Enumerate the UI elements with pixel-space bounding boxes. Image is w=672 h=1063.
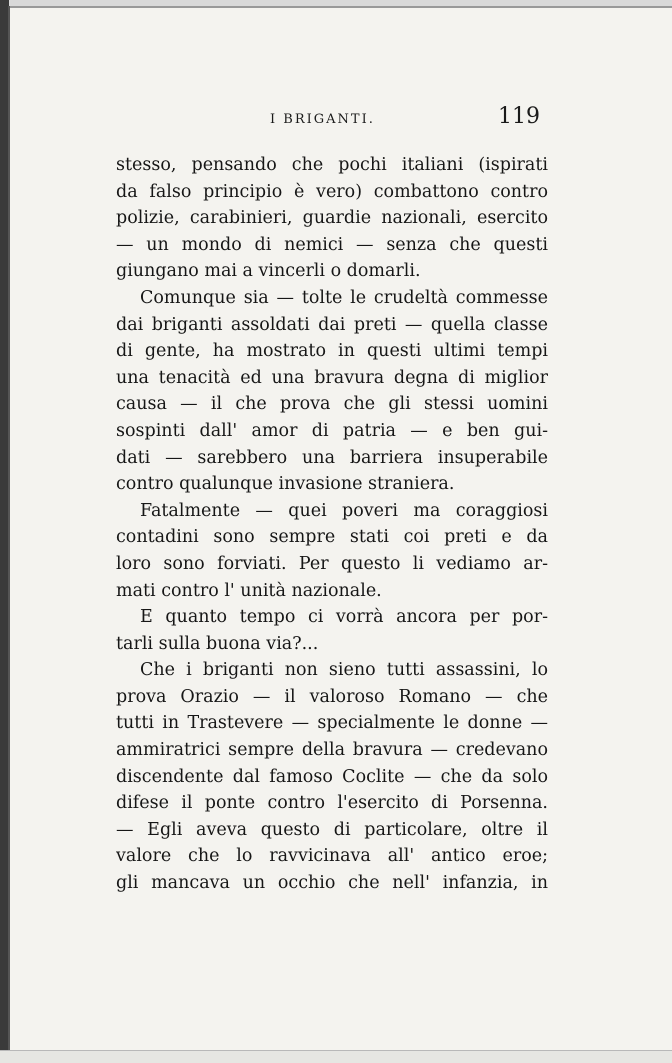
text-line: tutti in Trastevere — specialmente le donne — <box>116 713 548 734</box>
running-title: I BRIGANTI. <box>270 112 375 127</box>
text-line: di gente, ha mostrato in questi ultimi tempi <box>116 341 548 362</box>
text-line: prova Orazio — il valoroso Romano — che <box>116 686 548 707</box>
book-page <box>8 6 672 1062</box>
text-line: difese il ponte contro l'esercito di Porsenna. <box>116 793 548 814</box>
text-line: giungano mai a vincerli o domarli. <box>116 261 421 282</box>
page-header <box>8 104 672 134</box>
text-line: da falso principio è vero) combattono contro <box>116 181 548 202</box>
text-line: gli mancava un occhio che nell' infanzia, in <box>116 873 548 894</box>
text-line: Fatalmente — quei poveri ma coraggiosi <box>140 500 548 521</box>
text-line: valore che lo ravvicinava all' antico eroe; <box>116 846 548 867</box>
text-line: contadini sono sempre stati coi preti e da <box>116 527 548 548</box>
text-line: ammiratrici sempre della bravura — credevano <box>116 740 548 761</box>
text-line: sospinti dall' amor di patria — e ben gui- <box>116 420 548 441</box>
page-number: 119 <box>498 104 540 129</box>
text-line: una tenacità ed una bravura degna di miglior <box>116 367 548 388</box>
text-line: dati — sarebbero una barriera insuperabile <box>116 447 548 468</box>
text-line: polizie, carabinieri, guardie nazionali, esercito <box>116 208 548 229</box>
text-line: dai briganti assoldati dai preti — quella classe <box>116 314 548 335</box>
text-line: stesso, pensando che pochi italiani (ispirati <box>116 155 548 175</box>
text-line: — un mondo di nemici — senza che questi <box>116 234 548 255</box>
text-line: — Egli aveva questo di particolare, oltre il <box>116 819 548 840</box>
body-text <box>116 152 548 897</box>
text-line: tarli sulla buona via?... <box>116 633 319 654</box>
text-line: discendente dal famoso Coclite — che da solo <box>116 766 548 787</box>
page-bottom-edge <box>0 1050 672 1063</box>
text-line: E quanto tempo ci vorrà ancora per por- <box>140 607 548 628</box>
text-line: contro qualunque invasione straniera. <box>116 474 455 495</box>
text-line: loro sono forviati. Per questo li vediamo ar- <box>116 553 548 574</box>
text-line: Comunque sia — tolte le crudeltà commesse <box>140 287 548 308</box>
text-line: causa — il che prova che gli stessi uomini <box>116 394 548 415</box>
text-line: mati contro l' unità nazionale. <box>116 580 382 601</box>
text-line: Che i briganti non sieno tutti assassini, lo <box>140 660 548 681</box>
